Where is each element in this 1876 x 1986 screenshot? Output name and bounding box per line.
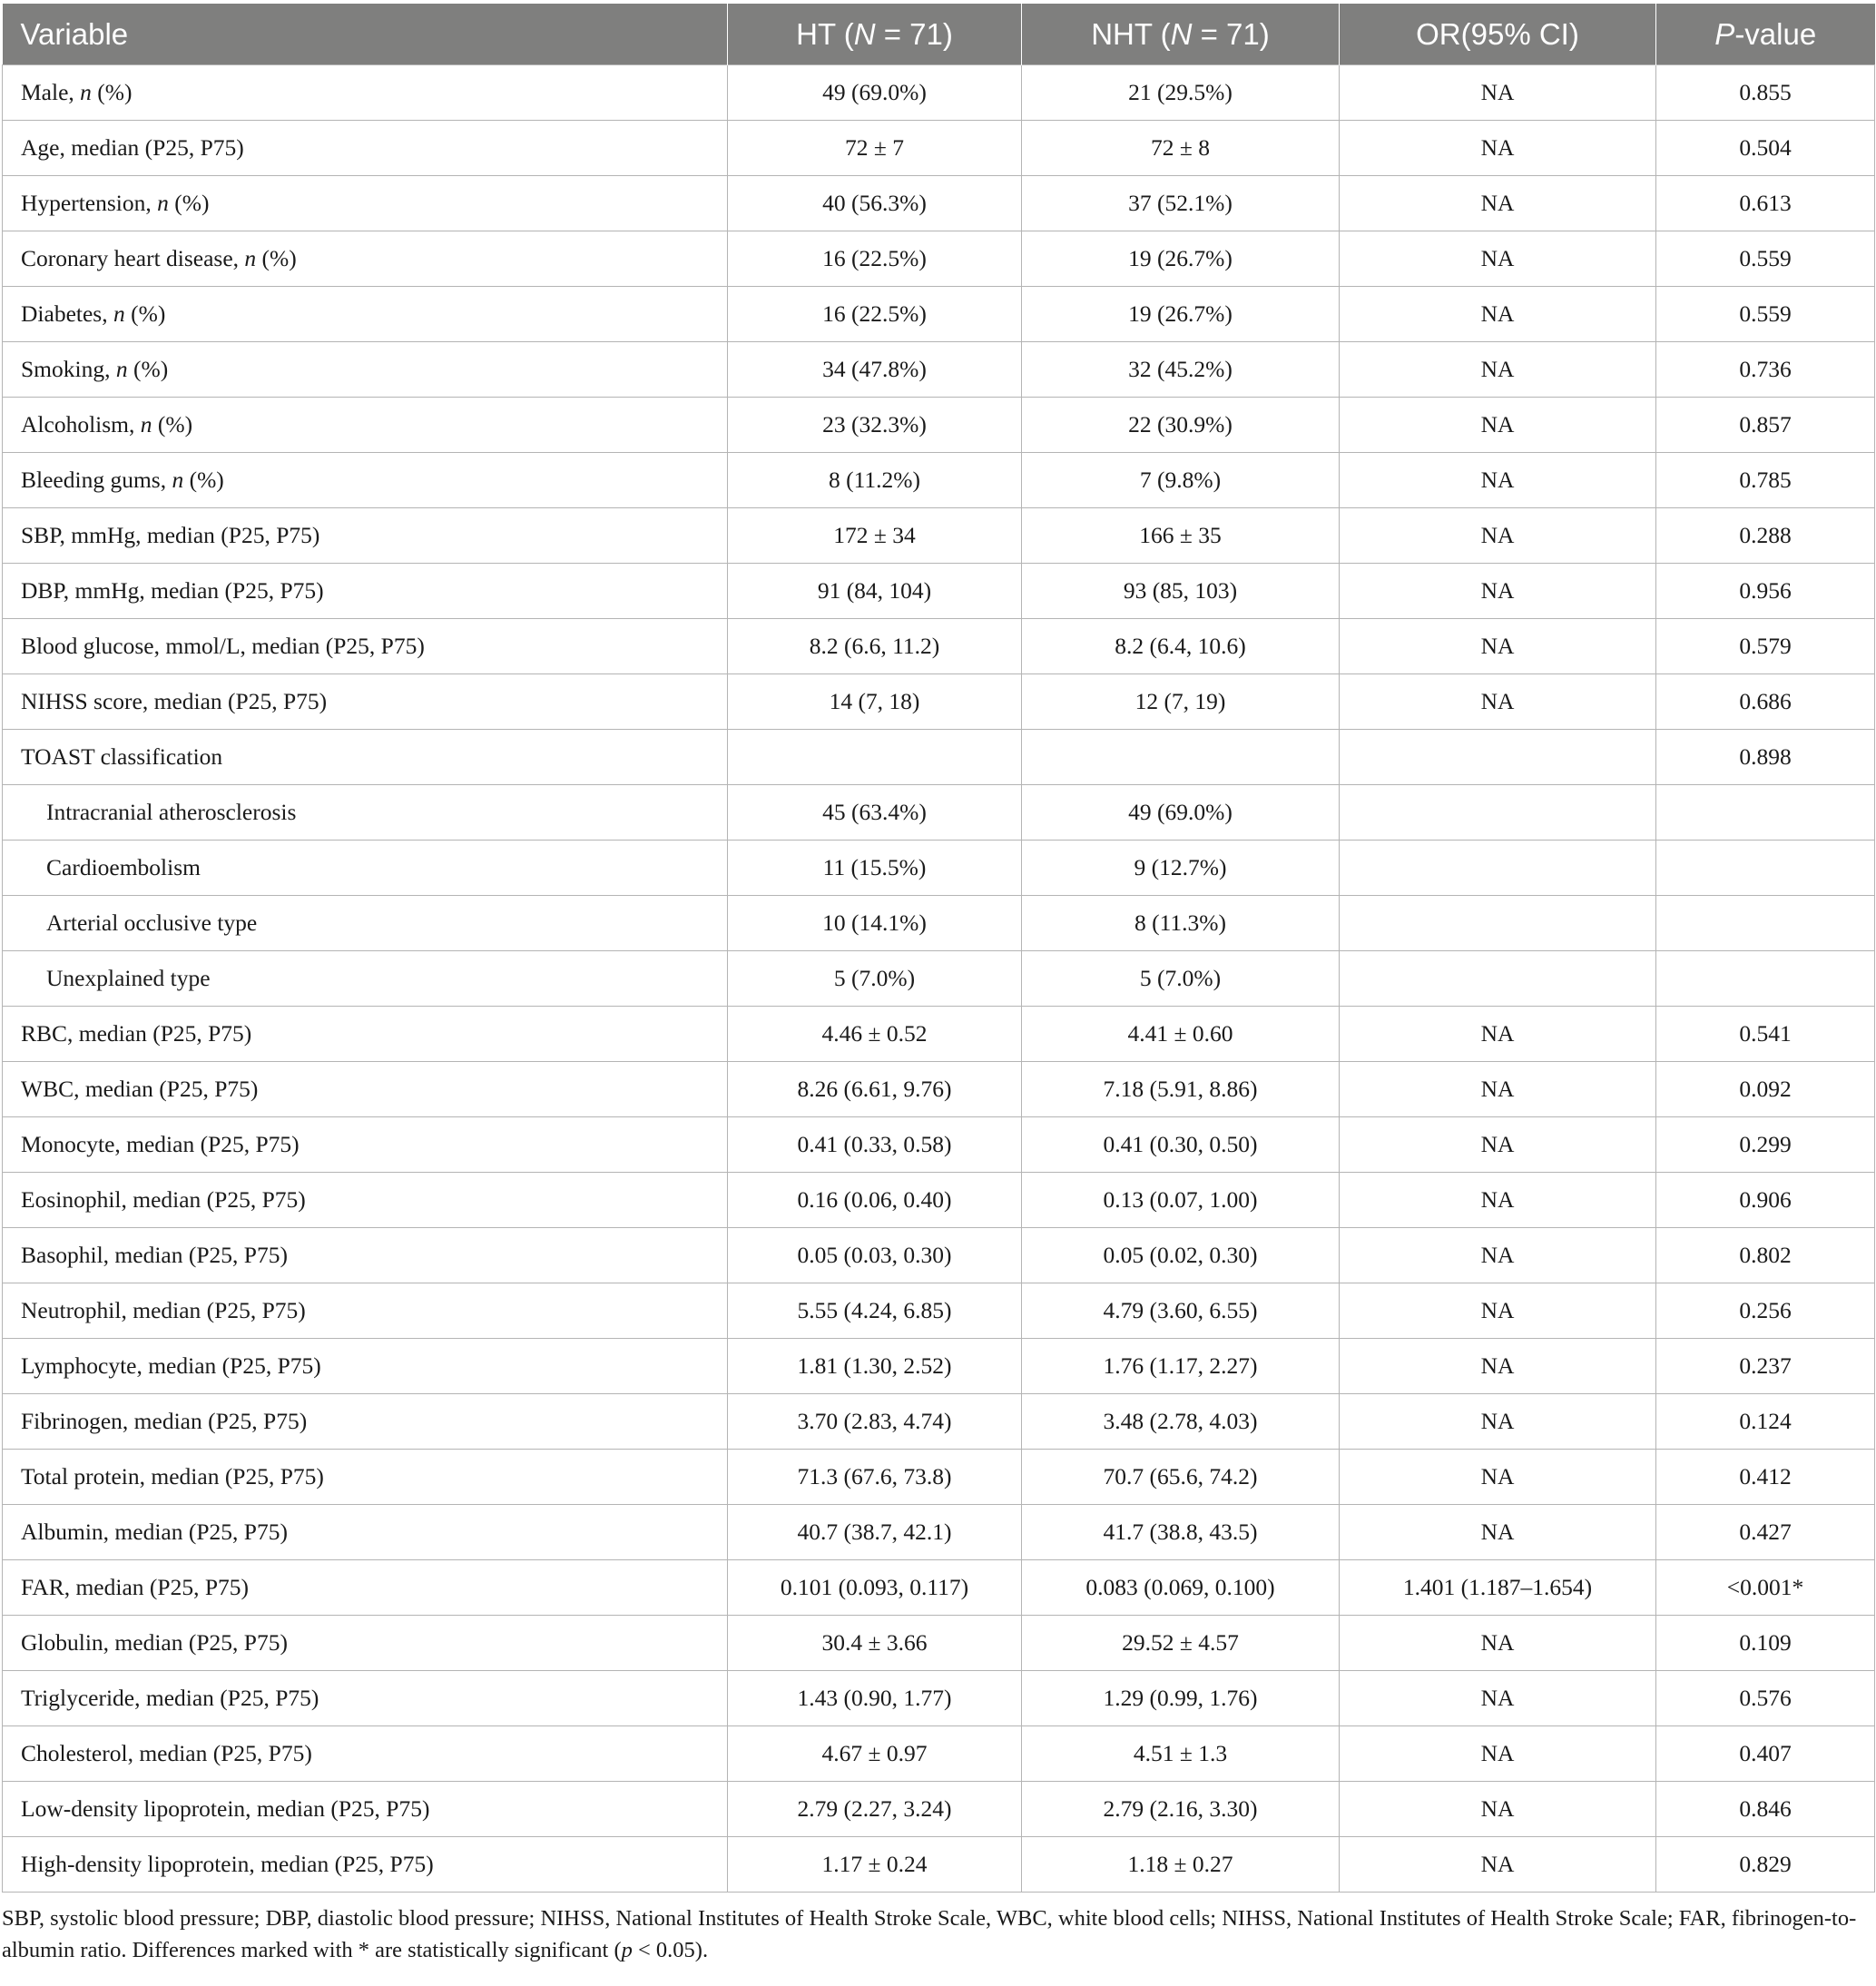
cell-ht: 5.55 (4.24, 6.85): [728, 1283, 1022, 1339]
table-row: [3, 121, 1875, 176]
cell-nht: 8.2 (6.4, 10.6): [1022, 619, 1340, 674]
cell-ht: 8.26 (6.61, 9.76): [728, 1062, 1022, 1117]
cell-p-value: 0.288: [1656, 508, 1875, 564]
cell-ht: 0.05 (0.03, 0.30): [728, 1228, 1022, 1283]
cell-p-value: 0.802: [1656, 1228, 1875, 1283]
cell-variable: Hypertension, n (%): [3, 176, 728, 231]
cell-or: NA: [1340, 176, 1656, 231]
cell-nht: 0.05 (0.02, 0.30): [1022, 1228, 1340, 1283]
table-row: [3, 508, 1875, 564]
table-row: [3, 1283, 1875, 1339]
cell-nht: 72 ± 8: [1022, 121, 1340, 176]
cell-variable: SBP, mmHg, median (P25, P75): [3, 508, 728, 564]
cell-nht: 7.18 (5.91, 8.86): [1022, 1062, 1340, 1117]
cell-p-value: 0.956: [1656, 564, 1875, 619]
table-row: [3, 1062, 1875, 1117]
cell-p-value: 0.576: [1656, 1671, 1875, 1726]
cell-nht: 1.76 (1.17, 2.27): [1022, 1339, 1340, 1394]
table-row: [3, 1671, 1875, 1726]
table-row: [3, 65, 1875, 121]
cell-nht: 93 (85, 103): [1022, 564, 1340, 619]
cell-nht: 19 (26.7%): [1022, 231, 1340, 287]
header-row: [3, 4, 1875, 65]
table-row: [3, 674, 1875, 730]
cell-ht: 45 (63.4%): [728, 785, 1022, 841]
cell-variable: Blood glucose, mmol/L, median (P25, P75): [3, 619, 728, 674]
cell-or: NA: [1340, 1726, 1656, 1782]
header-nht: NHT (N = 71): [1022, 4, 1340, 65]
cell-p-value: 0.686: [1656, 674, 1875, 730]
cell-ht: 30.4 ± 3.66: [728, 1616, 1022, 1671]
cell-nht: 29.52 ± 4.57: [1022, 1616, 1340, 1671]
cell-variable: Triglyceride, median (P25, P75): [3, 1671, 728, 1726]
cell-nht: 32 (45.2%): [1022, 342, 1340, 398]
header-ht: HT (N = 71): [728, 4, 1022, 65]
cell-variable: Smoking, n (%): [3, 342, 728, 398]
cell-or: NA: [1340, 342, 1656, 398]
cell-p-value: 0.299: [1656, 1117, 1875, 1173]
cell-p-value: 0.559: [1656, 231, 1875, 287]
cell-nht: 5 (7.0%): [1022, 951, 1340, 1007]
cell-ht: 1.17 ± 0.24: [728, 1837, 1022, 1893]
cell-nht: 166 ± 35: [1022, 508, 1340, 564]
table-footnote: SBP, systolic blood pressure; DBP, diastolic blood pressure; NIHSS, National Institutes of Health Stroke Scale, WBC, white blood cells; NIHSS, National Institutes of Health Stroke Scale; FAR, fibrinogen-to-albumin ratio. Differences marked with * are statistically significant (p < 0.05).: [2, 1906, 1857, 1962]
cell-nht: 8 (11.3%): [1022, 896, 1340, 951]
cell-nht: 12 (7, 19): [1022, 674, 1340, 730]
cell-ht: 2.79 (2.27, 3.24): [728, 1782, 1022, 1837]
cell-or: [1340, 841, 1656, 896]
cell-variable: Fibrinogen, median (P25, P75): [3, 1394, 728, 1450]
table-row: [3, 1339, 1875, 1394]
cell-ht: 16 (22.5%): [728, 231, 1022, 287]
cell-or: NA: [1340, 564, 1656, 619]
header-variable: Variable: [3, 4, 728, 65]
table-row: [3, 287, 1875, 342]
table-row: [3, 342, 1875, 398]
cell-nht: 21 (29.5%): [1022, 65, 1340, 121]
cell-p-value: 0.855: [1656, 65, 1875, 121]
cell-variable: Lymphocyte, median (P25, P75): [3, 1339, 728, 1394]
cell-or: [1340, 896, 1656, 951]
cell-ht: 172 ± 34: [728, 508, 1022, 564]
cell-or: [1340, 730, 1656, 785]
cell-p-value: 0.541: [1656, 1007, 1875, 1062]
cell-ht: 0.16 (0.06, 0.40): [728, 1173, 1022, 1228]
cell-nht: 41.7 (38.8, 43.5): [1022, 1505, 1340, 1560]
cell-ht: 3.70 (2.83, 4.74): [728, 1394, 1022, 1450]
cell-p-value: [1656, 785, 1875, 841]
cell-ht: 0.101 (0.093, 0.117): [728, 1560, 1022, 1616]
cell-nht: [1022, 730, 1340, 785]
cell-nht: 70.7 (65.6, 74.2): [1022, 1450, 1340, 1505]
cell-or: NA: [1340, 1394, 1656, 1450]
cell-p-value: <0.001*: [1656, 1560, 1875, 1616]
cell-nht: 4.41 ± 0.60: [1022, 1007, 1340, 1062]
cell-ht: 16 (22.5%): [728, 287, 1022, 342]
cell-ht: 0.41 (0.33, 0.58): [728, 1117, 1022, 1173]
cell-or: NA: [1340, 1837, 1656, 1893]
cell-p-value: 0.846: [1656, 1782, 1875, 1837]
cell-p-value: 0.785: [1656, 453, 1875, 508]
cell-ht: 72 ± 7: [728, 121, 1022, 176]
cell-or: NA: [1340, 453, 1656, 508]
cell-variable: Cardioembolism: [3, 841, 728, 896]
cell-nht: 0.083 (0.069, 0.100): [1022, 1560, 1340, 1616]
cell-nht: 3.48 (2.78, 4.03): [1022, 1394, 1340, 1450]
cell-nht: 0.13 (0.07, 1.00): [1022, 1173, 1340, 1228]
cell-variable: NIHSS score, median (P25, P75): [3, 674, 728, 730]
cell-nht: 1.29 (0.99, 1.76): [1022, 1671, 1340, 1726]
cell-variable: Arterial occlusive type: [3, 896, 728, 951]
cell-variable: Diabetes, n (%): [3, 287, 728, 342]
cell-variable: Neutrophil, median (P25, P75): [3, 1283, 728, 1339]
table-row: [3, 1228, 1875, 1283]
table-row: [3, 619, 1875, 674]
cell-variable: Age, median (P25, P75): [3, 121, 728, 176]
table-row: [3, 730, 1875, 785]
cell-nht: 1.18 ± 0.27: [1022, 1837, 1340, 1893]
cell-or: [1340, 951, 1656, 1007]
cell-variable: TOAST classification: [3, 730, 728, 785]
table-row: [3, 1782, 1875, 1837]
cell-ht: 4.46 ± 0.52: [728, 1007, 1022, 1062]
cell-p-value: 0.504: [1656, 121, 1875, 176]
table-row: [3, 1394, 1875, 1450]
table-row: [3, 841, 1875, 896]
cell-variable: Unexplained type: [3, 951, 728, 1007]
cell-ht: 5 (7.0%): [728, 951, 1022, 1007]
table-row: [3, 398, 1875, 453]
cell-or: NA: [1340, 287, 1656, 342]
cell-ht: 34 (47.8%): [728, 342, 1022, 398]
cell-ht: 8 (11.2%): [728, 453, 1022, 508]
table-row: [3, 176, 1875, 231]
cell-p-value: 0.579: [1656, 619, 1875, 674]
cell-ht: 11 (15.5%): [728, 841, 1022, 896]
table-row: [3, 1560, 1875, 1616]
table-row: [3, 951, 1875, 1007]
table-row: [3, 1173, 1875, 1228]
cell-ht: 8.2 (6.6, 11.2): [728, 619, 1022, 674]
table-row: [3, 1117, 1875, 1173]
cell-ht: 1.81 (1.30, 2.52): [728, 1339, 1022, 1394]
cell-or: NA: [1340, 1007, 1656, 1062]
cell-p-value: 0.613: [1656, 176, 1875, 231]
cell-or: NA: [1340, 1450, 1656, 1505]
cell-nht: 19 (26.7%): [1022, 287, 1340, 342]
cell-ht: 1.43 (0.90, 1.77): [728, 1671, 1022, 1726]
cell-ht: 71.3 (67.6, 73.8): [728, 1450, 1022, 1505]
cell-or: NA: [1340, 398, 1656, 453]
cell-variable: High-density lipoprotein, median (P25, P75): [3, 1837, 728, 1893]
cell-ht: 91 (84, 104): [728, 564, 1022, 619]
cell-variable: Albumin, median (P25, P75): [3, 1505, 728, 1560]
table-row: [3, 1450, 1875, 1505]
cell-p-value: 0.857: [1656, 398, 1875, 453]
table-row: [3, 1007, 1875, 1062]
cell-or: NA: [1340, 674, 1656, 730]
cell-p-value: 0.898: [1656, 730, 1875, 785]
table-row: [3, 1505, 1875, 1560]
cell-p-value: 0.829: [1656, 1837, 1875, 1893]
cell-ht: 14 (7, 18): [728, 674, 1022, 730]
cell-ht: 23 (32.3%): [728, 398, 1022, 453]
table-row: [3, 1616, 1875, 1671]
cell-variable: Low-density lipoprotein, median (P25, P75): [3, 1782, 728, 1837]
header-or: OR(95% CI): [1340, 4, 1656, 65]
cell-ht: 49 (69.0%): [728, 65, 1022, 121]
cell-p-value: 0.237: [1656, 1339, 1875, 1394]
cell-ht: [728, 730, 1022, 785]
cell-variable: Globulin, median (P25, P75): [3, 1616, 728, 1671]
cell-p-value: 0.427: [1656, 1505, 1875, 1560]
cell-p-value: 0.256: [1656, 1283, 1875, 1339]
table-row: [3, 564, 1875, 619]
cell-variable: Intracranial atherosclerosis: [3, 785, 728, 841]
baseline-characteristics-table: [2, 4, 1875, 1893]
cell-or: NA: [1340, 1505, 1656, 1560]
cell-or: NA: [1340, 1671, 1656, 1726]
cell-p-value: 0.407: [1656, 1726, 1875, 1782]
cell-p-value: 0.559: [1656, 287, 1875, 342]
cell-or: NA: [1340, 1283, 1656, 1339]
cell-variable: Alcoholism, n (%): [3, 398, 728, 453]
table-body: [3, 65, 1875, 1893]
cell-variable: Cholesterol, median (P25, P75): [3, 1726, 728, 1782]
header-p-value: P-value: [1656, 4, 1875, 65]
cell-ht: 40.7 (38.7, 42.1): [728, 1505, 1022, 1560]
cell-nht: 37 (52.1%): [1022, 176, 1340, 231]
cell-variable: Monocyte, median (P25, P75): [3, 1117, 728, 1173]
cell-or: [1340, 785, 1656, 841]
cell-or: NA: [1340, 65, 1656, 121]
cell-or: NA: [1340, 1782, 1656, 1837]
cell-p-value: 0.109: [1656, 1616, 1875, 1671]
cell-p-value: 0.412: [1656, 1450, 1875, 1505]
cell-or: 1.401 (1.187–1.654): [1340, 1560, 1656, 1616]
table-row: [3, 453, 1875, 508]
cell-variable: Coronary heart disease, n (%): [3, 231, 728, 287]
cell-p-value: 0.092: [1656, 1062, 1875, 1117]
cell-ht: 10 (14.1%): [728, 896, 1022, 951]
cell-nht: 9 (12.7%): [1022, 841, 1340, 896]
cell-variable: FAR, median (P25, P75): [3, 1560, 728, 1616]
cell-variable: WBC, median (P25, P75): [3, 1062, 728, 1117]
cell-or: NA: [1340, 619, 1656, 674]
cell-or: NA: [1340, 1339, 1656, 1394]
cell-nht: 4.51 ± 1.3: [1022, 1726, 1340, 1782]
cell-p-value: 0.906: [1656, 1173, 1875, 1228]
cell-or: NA: [1340, 508, 1656, 564]
cell-variable: Bleeding gums, n (%): [3, 453, 728, 508]
table-row: [3, 1837, 1875, 1893]
cell-variable: Male, n (%): [3, 65, 728, 121]
cell-nht: 2.79 (2.16, 3.30): [1022, 1782, 1340, 1837]
cell-nht: 7 (9.8%): [1022, 453, 1340, 508]
cell-variable: Eosinophil, median (P25, P75): [3, 1173, 728, 1228]
cell-variable: RBC, median (P25, P75): [3, 1007, 728, 1062]
cell-ht: 4.67 ± 0.97: [728, 1726, 1022, 1782]
table-row: [3, 785, 1875, 841]
cell-or: NA: [1340, 1616, 1656, 1671]
cell-p-value: [1656, 951, 1875, 1007]
table-row: [3, 896, 1875, 951]
cell-p-value: 0.124: [1656, 1394, 1875, 1450]
cell-nht: 0.41 (0.30, 0.50): [1022, 1117, 1340, 1173]
cell-nht: 4.79 (3.60, 6.55): [1022, 1283, 1340, 1339]
cell-variable: DBP, mmHg, median (P25, P75): [3, 564, 728, 619]
cell-variable: Basophil, median (P25, P75): [3, 1228, 728, 1283]
cell-p-value: [1656, 896, 1875, 951]
cell-or: NA: [1340, 1117, 1656, 1173]
cell-or: NA: [1340, 231, 1656, 287]
table-row: [3, 1726, 1875, 1782]
table-row: [3, 231, 1875, 287]
cell-p-value: 0.736: [1656, 342, 1875, 398]
cell-or: NA: [1340, 1062, 1656, 1117]
cell-variable: Total protein, median (P25, P75): [3, 1450, 728, 1505]
cell-nht: 22 (30.9%): [1022, 398, 1340, 453]
cell-ht: 40 (56.3%): [728, 176, 1022, 231]
cell-nht: 49 (69.0%): [1022, 785, 1340, 841]
cell-or: NA: [1340, 1173, 1656, 1228]
cell-or: NA: [1340, 121, 1656, 176]
cell-or: NA: [1340, 1228, 1656, 1283]
cell-p-value: [1656, 841, 1875, 896]
